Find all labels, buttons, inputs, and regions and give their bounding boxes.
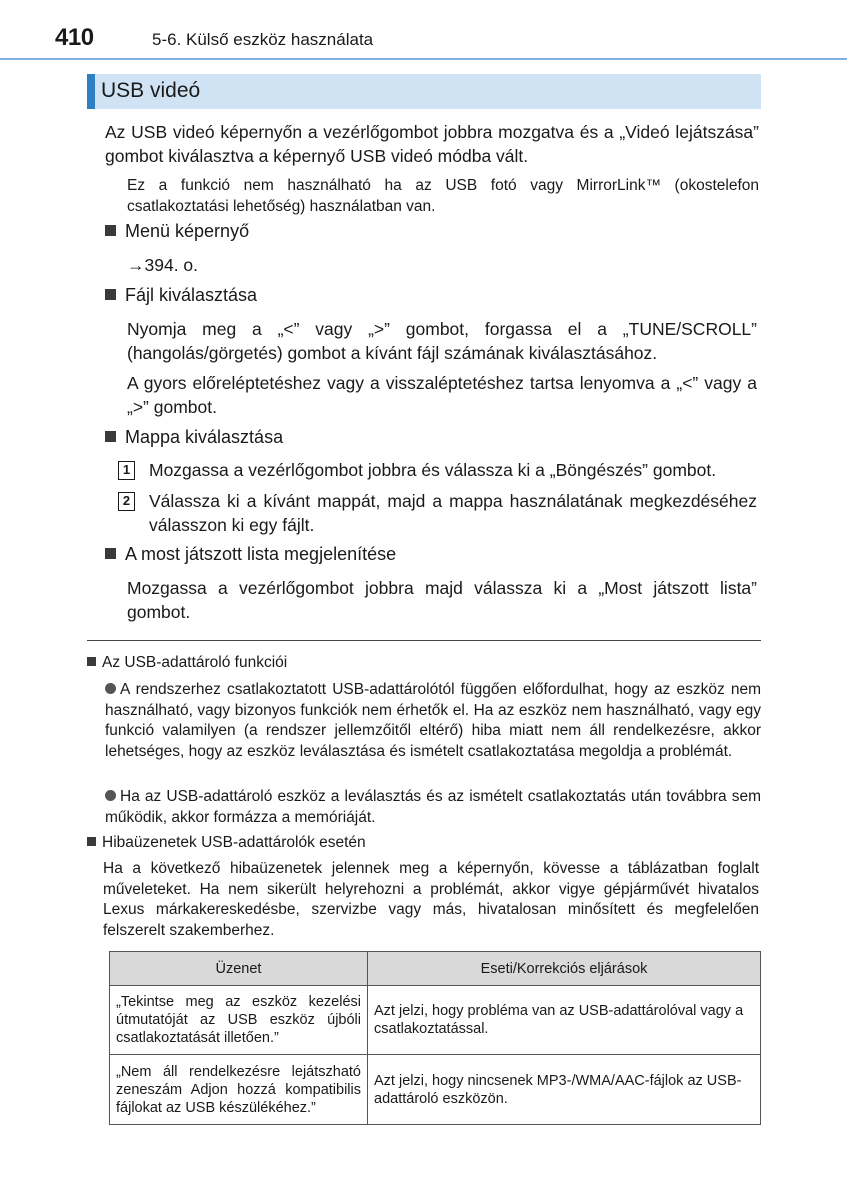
table-cell-action: Azt jelzi, hogy nincsenek MP3-/WMA/AAC-fájlok az USB-adattároló eszközön. <box>368 1055 761 1125</box>
usb-functions-heading <box>87 654 287 672</box>
header-rule <box>0 58 847 60</box>
usb-functions-bullet-2 <box>105 787 761 828</box>
section-title: USB videó <box>101 79 201 102</box>
intro-note: Ez a funkció nem használható ha az USB fotó vagy MirrorLink™ (okostelefon csatlakoztatási lehetőség) használatban van. <box>127 177 759 215</box>
table-header-action: Eseti/Korrekciós eljárások <box>368 952 761 986</box>
usb-functions-bullet-2-text: Ha az USB-adattároló eszköz a leválasztás és az ismételt csatlakoztatás után továbbra sem működik, akkor formázza a memóriáját. <box>105 788 761 826</box>
square-bullet-icon <box>105 548 116 559</box>
table-header-message: Üzenet <box>110 952 368 986</box>
recent-heading-label: A most játszott lista megjelenítése <box>125 544 397 564</box>
table-cell-message: „Tekintse meg az eszköz kezelési útmutatóját az USB eszköz újbóli csatlakoztatását illetően.” <box>110 986 368 1055</box>
square-bullet-icon <box>105 225 116 236</box>
step-text-1: Mozgassa a vezérlőgombot jobbra és válassza ki a „Böngészés” gombot. <box>149 460 717 480</box>
step-text-2: Válassza ki a kívánt mappát, majd a mappa használatának megkezdéséhez válasszon ki egy fájlt. <box>149 491 757 535</box>
square-bullet-icon <box>87 837 96 846</box>
square-bullet-icon <box>105 289 116 300</box>
file-paragraph-1: Nyomja meg a „<” vagy „>” gombot, forgassa el a „TUNE/SCROLL” (hangolás/görgetés) gombot a kívánt fájl számának kiválasztásához. <box>127 319 757 363</box>
section-title-box <box>87 74 761 109</box>
chapter-title: 5-6. Külső eszköz használata <box>152 30 374 49</box>
section-stripe <box>87 74 95 109</box>
file-heading <box>105 285 257 306</box>
square-bullet-icon <box>87 657 96 666</box>
round-bullet-icon <box>105 790 116 801</box>
folder-heading-label: Mappa kiválasztása <box>125 427 284 447</box>
menu-heading <box>105 221 249 242</box>
step-number-1: 1 <box>118 461 135 480</box>
table-row <box>110 986 761 1055</box>
folder-heading <box>105 427 283 448</box>
square-bullet-icon <box>105 431 116 442</box>
file-paragraph-2: A gyors előreléptetéshez vagy a visszaléptetéshez tartsa lenyomva a „<” vagy a „>” gombot. <box>127 373 757 417</box>
section-divider <box>87 640 761 641</box>
intro-text: Az USB videó képernyőn a vezérlőgombot jobbra mozgatva és a „Videó lejátszása” gombot kiválasztva a képernyő USB videó módba vált. <box>105 122 759 166</box>
table-header-row <box>110 952 761 986</box>
errors-heading-label: Hibaüzenetek USB-adattárolók esetén <box>102 834 366 851</box>
table-row <box>110 1055 761 1125</box>
usb-functions-bullet-1-text: A rendszerhez csatlakoztatott USB-adattárolótól függően előfordulhat, hogy az eszköz nem használható, vagy bizonyos funkciók nem érhetők el. Ha az eszköz nem használható, vagy egy funkció valamilyen (a rendszer jellemzőitől eltérő) hiba miatt nem áll rendelkezésre, akkor lehetséges, hogy az eszköz leválasztása és ismételt csatlakoztatása megoldja a problémát. <box>105 681 761 760</box>
errors-heading <box>87 834 366 852</box>
errors-text: Ha a következő hibaüzenetek jelennek meg a képernyőn, kövesse a táblázatban foglalt műveleteket. Ha nem sikerült helyrehozni a problémát, akkor vigye gépjárművét hivatalos Lexus márkakereskedésbe, szervizbe vagy más, hivatalosan minősített és megfelelően felszerelt szakemberhez. <box>103 860 759 939</box>
step-number-2: 2 <box>118 492 135 511</box>
menu-heading-label: Menü képernyő <box>125 221 250 241</box>
file-heading-label: Fájl kiválasztása <box>125 285 258 305</box>
page-number: 410 <box>55 24 94 51</box>
table-cell-message: „Nem áll rendelkezésre lejátszható zeneszám Adjon hozzá kompatibilis fájlokat az USB készülékéhez.” <box>110 1055 368 1125</box>
error-table <box>109 951 761 1125</box>
recent-heading <box>105 544 396 565</box>
usb-functions-bullet-1 <box>105 680 761 762</box>
menu-page-ref: →394. o. <box>127 255 199 275</box>
recent-text: Mozgassa a vezérlőgombot jobbra majd válassza ki a „Most játszott lista” gombot. <box>127 578 757 622</box>
table-cell-action: Azt jelzi, hogy probléma van az USB-adattárolóval vagy a csatlakoztatással. <box>368 986 761 1055</box>
usb-functions-heading-label: Az USB-adattároló funkciói <box>102 654 288 671</box>
round-bullet-icon <box>105 683 116 694</box>
